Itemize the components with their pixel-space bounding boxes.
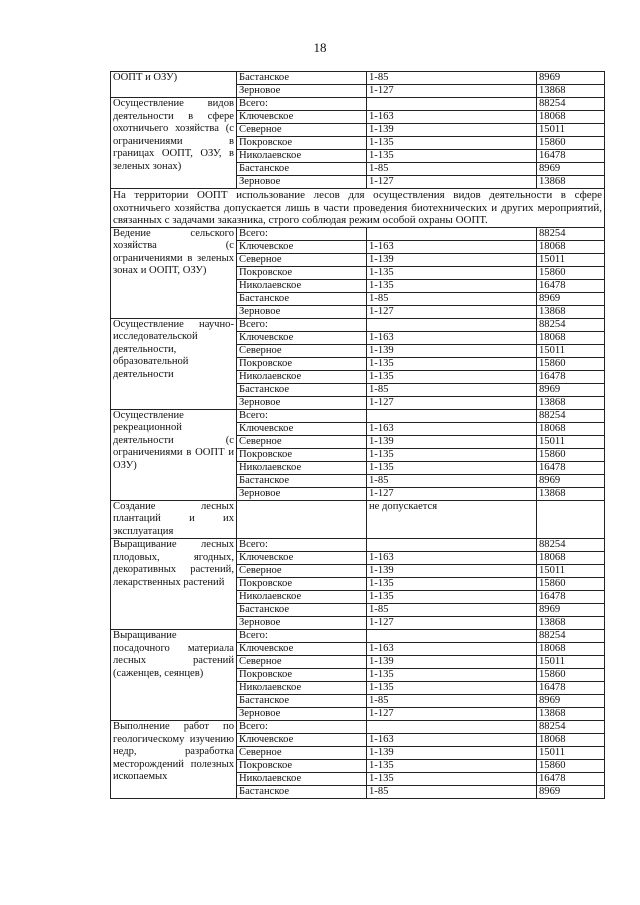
forestry-cell: Ключевское	[237, 422, 367, 435]
forestry-cell: Николаевское	[237, 682, 367, 695]
table-row	[111, 72, 605, 85]
area-cell: 18068	[537, 331, 605, 344]
forestry-cell: Покровское	[237, 266, 367, 279]
forestry-cell: Северное	[237, 124, 367, 137]
forestry-cell: Всего:	[237, 318, 367, 331]
area-cell: 15011	[537, 435, 605, 448]
forestry-cell: Покровское	[237, 669, 367, 682]
table-row	[111, 409, 605, 422]
quarters-cell: 1-135	[367, 773, 537, 786]
forestry-cell: Зерновое	[237, 487, 367, 500]
quarters-cell: 1-135	[367, 150, 537, 163]
area-cell: 18068	[537, 240, 605, 253]
area-cell: 16478	[537, 773, 605, 786]
quarters-cell	[367, 539, 537, 552]
forestry-cell: Николаевское	[237, 150, 367, 163]
area-cell: 13868	[537, 396, 605, 409]
status-cell: не допускается	[367, 500, 537, 539]
quarters-cell: 1-135	[367, 760, 537, 773]
area-cell: 18068	[537, 552, 605, 565]
area-cell: 88254	[537, 98, 605, 111]
forestry-cell: Всего:	[237, 98, 367, 111]
activity-cell: Выращивание лесных плодовых, ягодных, декоративных растений, лекарственных растений	[111, 539, 237, 630]
area-cell: 15860	[537, 448, 605, 461]
table-row	[111, 98, 605, 111]
area-cell: 15860	[537, 669, 605, 682]
table-row	[111, 721, 605, 734]
quarters-cell: 1-135	[367, 266, 537, 279]
area-cell: 16478	[537, 461, 605, 474]
forestry-cell: Бастанское	[237, 786, 367, 799]
forestry-cell: Покровское	[237, 357, 367, 370]
table-row	[111, 630, 605, 643]
quarters-cell: 1-127	[367, 708, 537, 721]
page-number: 18	[313, 40, 327, 55]
forestry-cell: Зерновое	[237, 85, 367, 98]
forestry-cell: Всего:	[237, 409, 367, 422]
forestry-cell: Зерновое	[237, 708, 367, 721]
forestry-cell: Бастанское	[237, 292, 367, 305]
quarters-cell: 1-135	[367, 357, 537, 370]
forestry-cell: Северное	[237, 747, 367, 760]
quarters-cell: 1-139	[367, 124, 537, 137]
forestry-cell: Ключевское	[237, 734, 367, 747]
forestry-cell: Северное	[237, 253, 367, 266]
forestry-cell: Ключевское	[237, 331, 367, 344]
quarters-cell: 1-139	[367, 565, 537, 578]
area-cell: 18068	[537, 111, 605, 124]
area-cell: 15011	[537, 747, 605, 760]
area-cell: 8969	[537, 383, 605, 396]
area-cell: 15011	[537, 124, 605, 137]
forestry-cell: Бастанское	[237, 604, 367, 617]
quarters-cell: 1-85	[367, 695, 537, 708]
area-cell: 16478	[537, 279, 605, 292]
area-cell: 13868	[537, 305, 605, 318]
activity-cell: Выращивание посадочного материала лесных растений (саженцев, сеянцев)	[111, 630, 237, 721]
quarters-cell	[367, 721, 537, 734]
quarters-cell: 1-135	[367, 591, 537, 604]
quarters-cell: 1-163	[367, 734, 537, 747]
table-row	[111, 500, 605, 539]
quarters-cell: 1-139	[367, 656, 537, 669]
forestry-cell: Бастанское	[237, 695, 367, 708]
quarters-cell: 1-139	[367, 344, 537, 357]
table-body	[111, 72, 605, 799]
forestry-cell: Всего:	[237, 721, 367, 734]
area-cell: 88254	[537, 227, 605, 240]
quarters-cell: 1-85	[367, 292, 537, 305]
area-cell: 18068	[537, 734, 605, 747]
area-cell: 88254	[537, 721, 605, 734]
forestry-cell: Покровское	[237, 578, 367, 591]
quarters-cell: 1-135	[367, 461, 537, 474]
area-cell: 8969	[537, 72, 605, 85]
activity-cell: Осуществление рекреационной деятельности (с ограничениями в ООПТ и ОЗУ)	[111, 409, 237, 500]
quarters-cell: 1-135	[367, 370, 537, 383]
table-row	[111, 189, 605, 228]
quarters-cell: 1-85	[367, 383, 537, 396]
quarters-cell: 1-163	[367, 552, 537, 565]
quarters-cell: 1-163	[367, 643, 537, 656]
quarters-cell: 1-135	[367, 137, 537, 150]
activity-cell: Осуществление видов деятельности в сфере охотничьего хозяйства (с ограничениями в границах ООПТ, ОЗУ, в зеленых зонах)	[111, 98, 237, 189]
forestry-cell: Бастанское	[237, 72, 367, 85]
area-cell: 15011	[537, 253, 605, 266]
forestry-cell: Северное	[237, 435, 367, 448]
area-cell: 15860	[537, 357, 605, 370]
area-cell: 8969	[537, 695, 605, 708]
area-cell: 15860	[537, 760, 605, 773]
forestry-cell: Зерновое	[237, 305, 367, 318]
area-cell: 8969	[537, 786, 605, 799]
quarters-cell: 1-135	[367, 279, 537, 292]
activity-cell: ООПТ и ОЗУ)	[111, 72, 237, 98]
forestry-cell: Всего:	[237, 539, 367, 552]
forestry-cell: Николаевское	[237, 773, 367, 786]
area-cell: 88254	[537, 318, 605, 331]
forestry-cell: Николаевское	[237, 591, 367, 604]
forestry-cell: Северное	[237, 656, 367, 669]
forestry-cell: Бастанское	[237, 383, 367, 396]
area-cell: 88254	[537, 409, 605, 422]
quarters-cell: 1-135	[367, 448, 537, 461]
quarters-cell: 1-127	[367, 176, 537, 189]
forestry-cell: Зерновое	[237, 396, 367, 409]
forestry-cell: Ключевское	[237, 643, 367, 656]
quarters-cell: 1-127	[367, 617, 537, 630]
forestry-cell: Северное	[237, 565, 367, 578]
quarters-cell: 1-85	[367, 786, 537, 799]
quarters-cell	[367, 98, 537, 111]
quarters-cell: 1-85	[367, 604, 537, 617]
forestry-cell: Николаевское	[237, 370, 367, 383]
area-cell: 15011	[537, 656, 605, 669]
quarters-cell: 1-85	[367, 163, 537, 176]
area-cell: 16478	[537, 591, 605, 604]
activity-cell: Ведение сельского хозяйства (с ограничениями в зеленых зонах и ООПТ, ОЗУ)	[111, 227, 237, 318]
table-row	[111, 318, 605, 331]
forestry-cell: Николаевское	[237, 461, 367, 474]
quarters-cell	[367, 630, 537, 643]
quarters-cell: 1-85	[367, 474, 537, 487]
table-row	[111, 539, 605, 552]
area-cell: 13868	[537, 487, 605, 500]
forestry-cell: Бастанское	[237, 474, 367, 487]
area-cell: 15860	[537, 578, 605, 591]
forestry-cell: Северное	[237, 344, 367, 357]
quarters-cell: 1-127	[367, 85, 537, 98]
activity-cell: Создание лесных плантаций и их эксплуатация	[111, 500, 237, 539]
forestry-cell: Николаевское	[237, 279, 367, 292]
quarters-cell: 1-127	[367, 305, 537, 318]
area-cell: 15011	[537, 344, 605, 357]
forestry-cell	[237, 500, 367, 539]
area-cell: 88254	[537, 630, 605, 643]
quarters-cell: 1-139	[367, 253, 537, 266]
quarters-cell: 1-139	[367, 747, 537, 760]
quarters-cell: 1-127	[367, 396, 537, 409]
forestry-cell: Зерновое	[237, 617, 367, 630]
quarters-cell: 1-135	[367, 682, 537, 695]
area-cell: 15860	[537, 266, 605, 279]
area-cell: 16478	[537, 682, 605, 695]
quarters-cell: 1-163	[367, 422, 537, 435]
forestry-cell: Покровское	[237, 137, 367, 150]
quarters-cell: 1-163	[367, 331, 537, 344]
area-cell: 13868	[537, 617, 605, 630]
quarters-cell: 1-163	[367, 111, 537, 124]
area-cell: 13868	[537, 708, 605, 721]
forestry-cell: Всего:	[237, 630, 367, 643]
quarters-cell	[367, 227, 537, 240]
quarters-cell	[367, 409, 537, 422]
area-cell: 8969	[537, 604, 605, 617]
table-row	[111, 227, 605, 240]
forestry-cell: Ключевское	[237, 240, 367, 253]
activity-cell: Осуществление научно-исследовательской деятельности, образовательной деятельности	[111, 318, 237, 409]
quarters-cell: 1-135	[367, 578, 537, 591]
activity-cell: Выполнение работ по геологическому изучению недр, разработка месторождений полезных ископаемых	[111, 721, 237, 799]
area-cell	[537, 500, 605, 539]
forestry-cell: Всего:	[237, 227, 367, 240]
area-cell: 16478	[537, 150, 605, 163]
area-cell: 18068	[537, 643, 605, 656]
area-cell: 15860	[537, 137, 605, 150]
quarters-cell: 1-135	[367, 669, 537, 682]
area-cell: 8969	[537, 474, 605, 487]
note-paragraph: На территории ООПТ использование лесов для осуществления видов деятельности в сфере охотничьего хозяйства допускается лишь в части проведения биотехнических и других мероприятий, связанных с задачами заказника, строго соблюдая режим особой охраны ООПТ.	[111, 189, 605, 228]
area-cell: 8969	[537, 163, 605, 176]
area-cell: 18068	[537, 422, 605, 435]
forest-use-table	[110, 71, 605, 799]
forestry-cell: Покровское	[237, 448, 367, 461]
area-cell: 88254	[537, 539, 605, 552]
quarters-cell	[367, 318, 537, 331]
area-cell: 8969	[537, 292, 605, 305]
quarters-cell: 1-163	[367, 240, 537, 253]
area-cell: 15011	[537, 565, 605, 578]
forestry-cell: Зерновое	[237, 176, 367, 189]
forestry-cell: Бастанское	[237, 163, 367, 176]
quarters-cell: 1-85	[367, 72, 537, 85]
forestry-cell: Ключевское	[237, 111, 367, 124]
forestry-cell: Ключевское	[237, 552, 367, 565]
forestry-cell: Покровское	[237, 760, 367, 773]
area-cell: 16478	[537, 370, 605, 383]
quarters-cell: 1-127	[367, 487, 537, 500]
quarters-cell: 1-139	[367, 435, 537, 448]
area-cell: 13868	[537, 85, 605, 98]
area-cell: 13868	[537, 176, 605, 189]
